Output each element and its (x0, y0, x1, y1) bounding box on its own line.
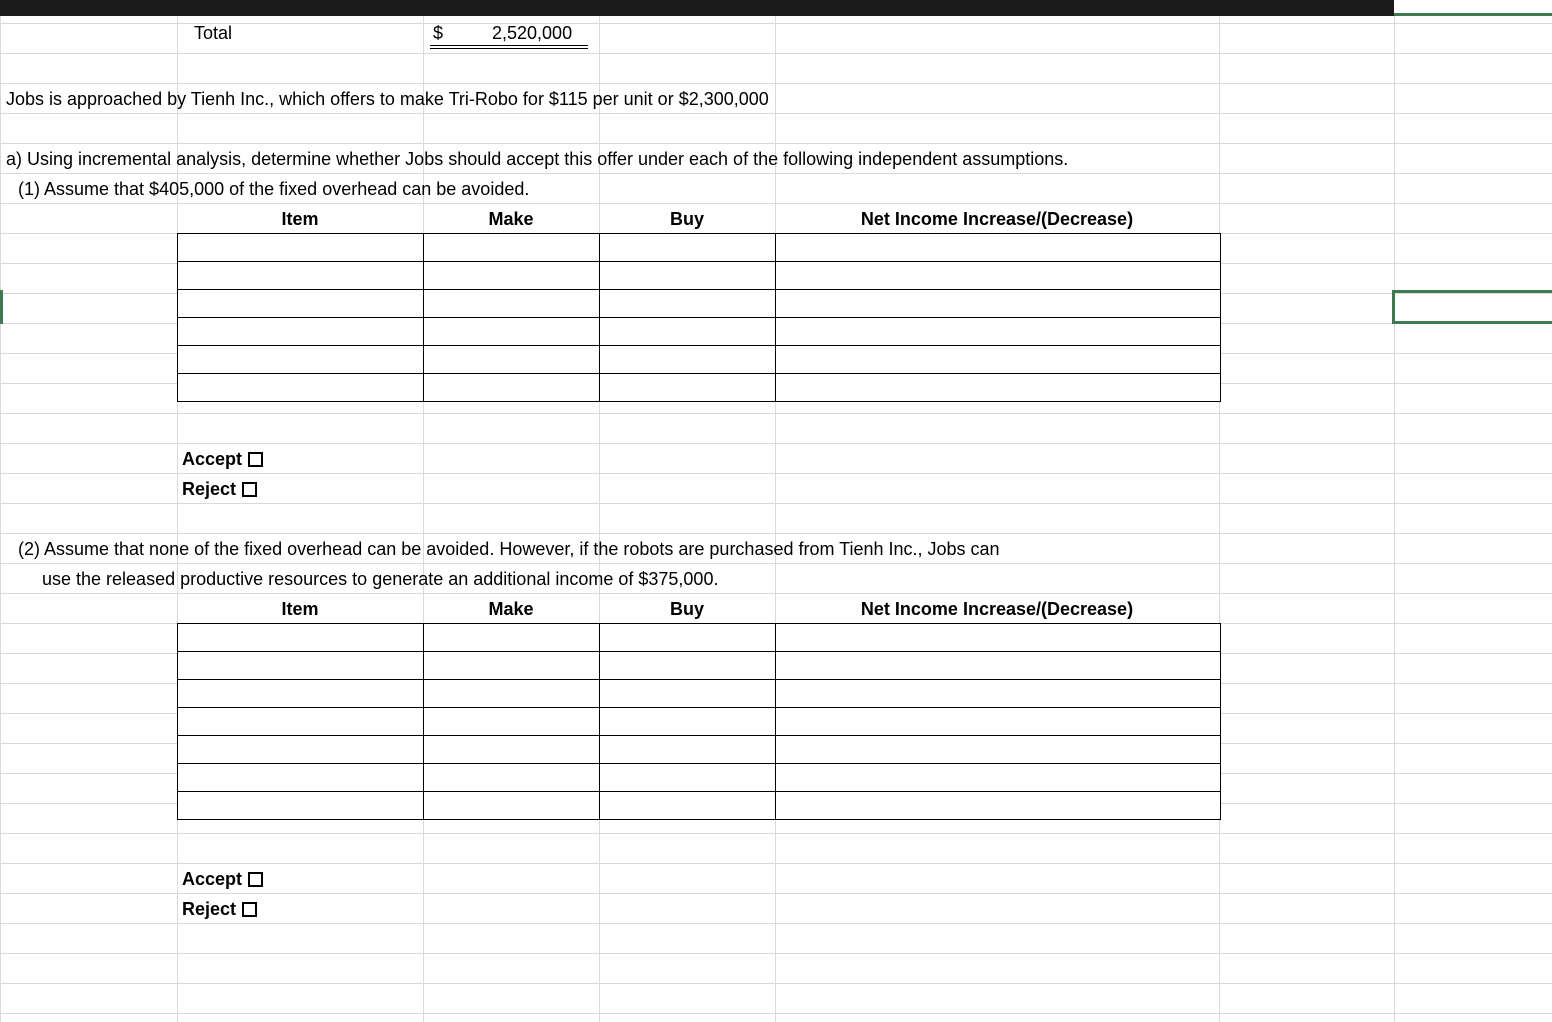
part1-answer-table (177, 233, 1221, 402)
part1-accept-label: Accept (182, 449, 243, 469)
part2-input-buy[interactable] (600, 792, 775, 819)
part1-input-make[interactable] (424, 290, 599, 317)
part1-cell-net (776, 290, 1221, 318)
table-row (178, 680, 1221, 708)
offer-text: Jobs is approached by Tienh Inc., which offers to make Tri-Robo for $115 per unit or $2,300,000 (6, 89, 769, 109)
part2-input-buy[interactable] (600, 764, 775, 791)
part2-reject-option (182, 899, 257, 919)
part2-input-item[interactable] (178, 708, 423, 735)
part2-cell-make (424, 792, 600, 820)
part1-input-buy[interactable] (600, 234, 775, 261)
gridline-vertical (1394, 16, 1395, 1022)
part2-cell-buy (600, 736, 776, 764)
part1-cell-make (424, 290, 600, 318)
table-row (178, 262, 1221, 290)
part1-input-net[interactable] (776, 346, 1220, 373)
part1-assumption: (1) Assume that $405,000 of the fixed overhead can be avoided. (18, 179, 530, 199)
part1-input-item[interactable] (178, 318, 423, 345)
part1-cell-net (776, 234, 1221, 262)
part1-input-net[interactable] (776, 290, 1220, 317)
part1-input-item[interactable] (178, 346, 423, 373)
table-row (178, 374, 1221, 402)
part2-accept-label: Accept (182, 869, 243, 889)
part1-cell-make (424, 346, 600, 374)
gridline-vertical (0, 16, 1, 1022)
part2-input-make[interactable] (424, 680, 599, 707)
part2-input-net[interactable] (776, 736, 1220, 763)
part2-input-net[interactable] (776, 624, 1220, 651)
part2-input-net[interactable] (776, 792, 1220, 819)
part2-input-item[interactable] (178, 736, 423, 763)
part1-input-make[interactable] (424, 262, 599, 289)
part2-cell-buy (600, 764, 776, 792)
table-row (178, 346, 1221, 374)
part1-cell-item (178, 262, 424, 290)
part2-input-net[interactable] (776, 652, 1220, 679)
part1-cell-item (178, 318, 424, 346)
part2-input-buy[interactable] (600, 624, 775, 651)
part1-input-buy[interactable] (600, 346, 775, 373)
part1-input-buy[interactable] (600, 318, 775, 345)
part2-input-make[interactable] (424, 792, 599, 819)
question-a-text: a) Using incremental analysis, determine whether Jobs should accept this offer under each of the following independent assumptions. (6, 149, 1069, 169)
part1-cell-item (178, 290, 424, 318)
part2-accept-option (182, 869, 263, 889)
part2-reject-checkbox[interactable] (242, 902, 257, 917)
part2-cell-net (776, 708, 1221, 736)
part1-header-buy: Buy (669, 209, 704, 229)
part1-input-net[interactable] (776, 262, 1220, 289)
part1-cell-buy (600, 290, 776, 318)
part2-input-make[interactable] (424, 652, 599, 679)
gridline-horizontal (0, 443, 1552, 444)
part1-input-make[interactable] (424, 374, 599, 401)
gridline-horizontal (0, 113, 1552, 114)
part2-cell-buy (600, 680, 776, 708)
part2-cell-buy (600, 708, 776, 736)
gridline-horizontal (0, 203, 1552, 204)
part1-header-item: Item (281, 209, 319, 229)
part2-reject-label: Reject (182, 899, 237, 919)
table-row (178, 652, 1221, 680)
part1-input-make[interactable] (424, 234, 599, 261)
gridline-horizontal (0, 143, 1552, 144)
gridline-horizontal (0, 473, 1552, 474)
part2-input-net[interactable] (776, 680, 1220, 707)
part2-input-buy[interactable] (600, 680, 775, 707)
part1-input-item[interactable] (178, 374, 423, 401)
part2-assumption-line2: use the released productive resources to generate an additional income of $375,000. (42, 569, 719, 589)
part2-cell-buy (600, 652, 776, 680)
part2-input-make[interactable] (424, 764, 599, 791)
table-row (178, 234, 1221, 262)
part2-header-item: Item (281, 599, 319, 619)
part2-answer-table (177, 623, 1221, 820)
part2-cell-net (776, 736, 1221, 764)
part1-cell-buy (600, 374, 776, 402)
part1-input-net[interactable] (776, 318, 1220, 345)
part1-cell-buy (600, 318, 776, 346)
part2-input-buy[interactable] (600, 736, 775, 763)
part2-assumption-line1: (2) Assume that none of the fixed overhead can be avoided. However, if the robots are purchased from Tienh Inc., Jobs can (18, 539, 1000, 559)
selected-cell[interactable] (1392, 290, 1552, 324)
part1-reject-checkbox[interactable] (242, 482, 257, 497)
part2-header-net-income: Net Income Increase/(Decrease) (860, 599, 1134, 619)
part1-cell-make (424, 262, 600, 290)
part2-input-item[interactable] (178, 764, 423, 791)
part1-cell-item (178, 346, 424, 374)
part1-cell-net (776, 262, 1221, 290)
part2-cell-make (424, 652, 600, 680)
gridline-horizontal (0, 503, 1552, 504)
gridline-horizontal (0, 83, 1552, 84)
part2-cell-item (178, 680, 424, 708)
part1-input-buy[interactable] (600, 290, 775, 317)
part2-input-net[interactable] (776, 708, 1220, 735)
part2-cell-item (178, 736, 424, 764)
part2-cell-item (178, 624, 424, 652)
part2-cell-net (776, 764, 1221, 792)
table-row (178, 792, 1221, 820)
part2-input-item[interactable] (178, 624, 423, 651)
part2-input-make[interactable] (424, 736, 599, 763)
table-row (178, 764, 1221, 792)
part2-cell-buy (600, 792, 776, 820)
part2-cell-make (424, 624, 600, 652)
part1-cell-item (178, 374, 424, 402)
table-row (178, 624, 1221, 652)
part2-input-item[interactable] (178, 680, 423, 707)
part1-input-buy[interactable] (600, 262, 775, 289)
total-currency: $ (433, 23, 444, 43)
part2-header-buy: Buy (669, 599, 704, 619)
top-header-band-right (1394, 0, 1552, 16)
part2-cell-item (178, 792, 424, 820)
part2-cell-net (776, 652, 1221, 680)
part1-cell-buy (600, 346, 776, 374)
part2-input-item[interactable] (178, 652, 423, 679)
gridline-horizontal (0, 893, 1552, 894)
part2-cell-buy (600, 624, 776, 652)
part2-cell-net (776, 680, 1221, 708)
gridline-vertical (1219, 16, 1220, 1022)
part2-cell-item (178, 708, 424, 736)
part2-input-item[interactable] (178, 792, 423, 819)
part1-input-item[interactable] (178, 262, 423, 289)
part1-cell-buy (600, 262, 776, 290)
part1-cell-item (178, 234, 424, 262)
part1-input-make[interactable] (424, 346, 599, 373)
gridline-horizontal (0, 833, 1552, 834)
total-amount: 2,520,000 (492, 23, 573, 43)
total-double-underline-bottom (430, 48, 588, 49)
part2-cell-net (776, 624, 1221, 652)
part1-input-net[interactable] (776, 374, 1220, 401)
part1-cell-net (776, 318, 1221, 346)
gridline-horizontal (0, 953, 1552, 954)
part1-reject-option (182, 479, 257, 499)
part1-cell-make (424, 318, 600, 346)
total-double-underline-top (430, 45, 588, 46)
part2-cell-item (178, 764, 424, 792)
part1-input-buy[interactable] (600, 374, 775, 401)
gridline-horizontal (0, 563, 1552, 564)
part2-input-buy[interactable] (600, 708, 775, 735)
part2-input-make[interactable] (424, 624, 599, 651)
part1-cell-make (424, 234, 600, 262)
gridline-horizontal (0, 1013, 1552, 1014)
part2-cell-net (776, 792, 1221, 820)
part1-input-item[interactable] (178, 234, 423, 261)
part2-cell-make (424, 736, 600, 764)
part1-cell-net (776, 346, 1221, 374)
part2-input-buy[interactable] (600, 652, 775, 679)
table-row (178, 318, 1221, 346)
gridline-horizontal (0, 863, 1552, 864)
part1-accept-option (182, 449, 263, 469)
gridline-horizontal (0, 533, 1552, 534)
gridline-horizontal (0, 413, 1552, 414)
part1-cell-buy (600, 234, 776, 262)
part2-cell-make (424, 708, 600, 736)
part2-header-make: Make (488, 599, 534, 619)
part2-accept-checkbox[interactable] (248, 872, 263, 887)
part1-input-item[interactable] (178, 290, 423, 317)
part2-cell-make (424, 680, 600, 708)
gridline-horizontal (0, 173, 1552, 174)
gridline-horizontal (0, 983, 1552, 984)
part2-cell-make (424, 764, 600, 792)
total-label: Total (194, 23, 233, 43)
table-row (178, 736, 1221, 764)
part1-cell-make (424, 374, 600, 402)
part2-cell-item (178, 652, 424, 680)
part1-cell-net (776, 374, 1221, 402)
part1-input-make[interactable] (424, 318, 599, 345)
gridline-horizontal (0, 923, 1552, 924)
part1-reject-label: Reject (182, 479, 237, 499)
part1-accept-checkbox[interactable] (248, 452, 263, 467)
table-row (178, 708, 1221, 736)
part1-header-make: Make (488, 209, 534, 229)
gridline-horizontal (0, 23, 1552, 24)
part2-input-net[interactable] (776, 764, 1220, 791)
top-header-band (0, 0, 1394, 16)
part1-header-net-income: Net Income Increase/(Decrease) (860, 209, 1134, 229)
part2-input-make[interactable] (424, 708, 599, 735)
active-row-marker (0, 290, 3, 324)
gridline-horizontal (0, 53, 1552, 54)
part1-input-net[interactable] (776, 234, 1220, 261)
gridline-horizontal (0, 593, 1552, 594)
table-row (178, 290, 1221, 318)
